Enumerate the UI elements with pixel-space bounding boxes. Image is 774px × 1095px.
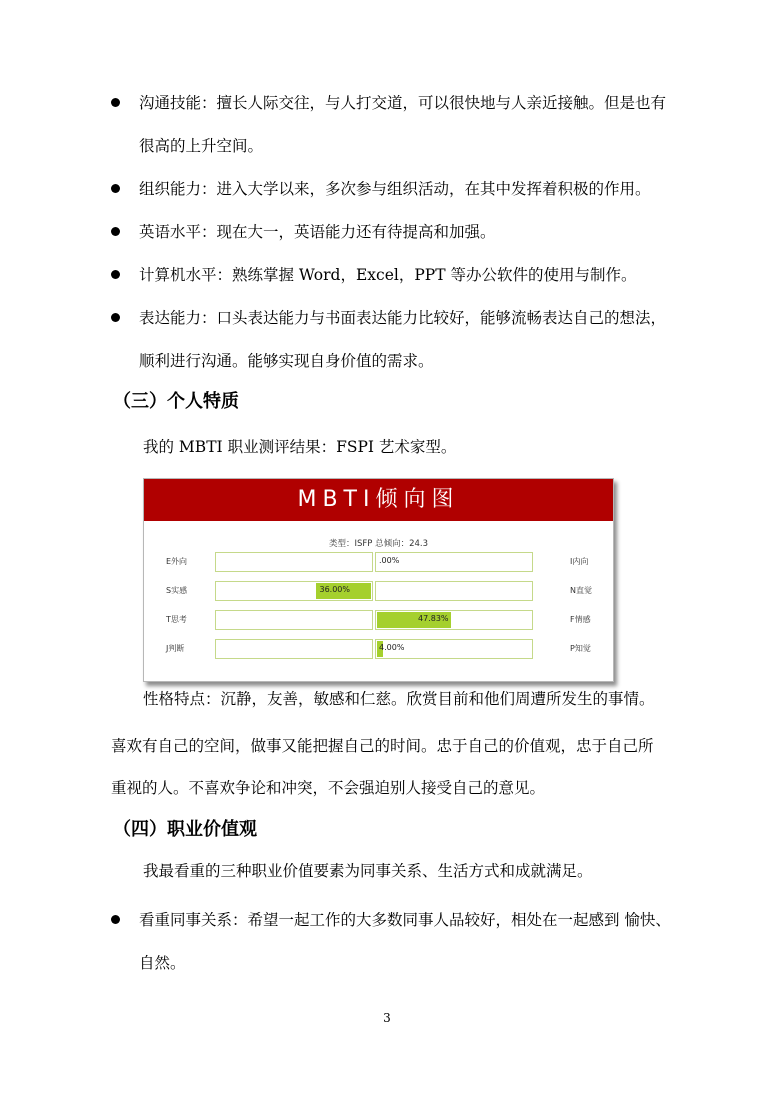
- mbti-row: [144, 639, 613, 659]
- mbti-right-track: [375, 552, 533, 572]
- mbti-chart: [143, 478, 614, 682]
- mbti-right-track: [375, 639, 533, 659]
- section-heading: （四）职业价值观: [113, 819, 257, 840]
- mbti-row: [144, 610, 613, 630]
- mbti-left-label: E外向: [166, 557, 188, 566]
- section-heading: （三）个人特质: [113, 391, 239, 412]
- mbti-right-label: N直觉: [570, 586, 592, 595]
- mbti-right-label: F情感: [570, 615, 591, 624]
- mbti-value-label: 47.83%: [418, 614, 449, 623]
- bullet-text: 自然。: [139, 954, 186, 972]
- bullet-dot: [111, 313, 120, 322]
- bullet-dot: [111, 915, 120, 924]
- mbti-right-track: [375, 610, 533, 630]
- bullet-text: 表达能力：口头表达能力与书面表达能力比较好，能够流畅表达自己的想法，: [139, 309, 667, 327]
- traits-text: 性格特点：沉静，友善，敏感和仁慈。欣赏目前和他们周遭所发生的事情。: [143, 690, 655, 708]
- mbti-right-label: P知觉: [570, 644, 591, 653]
- traits-text: 喜欢有自己的空间，做事又能把握自己的时间。忠于自己的价值观，忠于自己所: [111, 737, 654, 755]
- bullet-text: 英语水平：现在大一，英语能力还有待提高和加强。: [139, 223, 496, 241]
- mbti-row: [144, 552, 613, 572]
- values-intro-text: 我最看重的三种职业价值要素为同事关系、生活方式和成就满足。: [143, 862, 593, 880]
- bullet-text: 看重同事关系：希望一起工作的大多数同事人品较好，相处在一起感到 愉快、: [139, 911, 671, 929]
- mbti-left-track: [215, 581, 373, 601]
- bullet-text: 很高的上升空间。: [139, 137, 264, 155]
- bullet-dot: [111, 227, 120, 236]
- mbti-row: [144, 581, 613, 601]
- traits-text: 重视的人。不喜欢争论和冲突，不会强迫别人接受自己的意见。: [111, 779, 546, 797]
- mbti-left-label: J判断: [166, 644, 185, 653]
- mbti-left-track: [215, 610, 373, 630]
- mbti-value-label: 4.00%: [379, 643, 405, 652]
- mbti-left-label: T思考: [166, 615, 187, 624]
- bullet-text: 组织能力：进入大学以来，多次参与组织活动，在其中发挥着积极的作用。: [139, 180, 651, 198]
- bullet-dot: [111, 98, 120, 107]
- bullet-text: 沟通技能：擅长人际交往，与人打交道，可以很快地与人亲近接触。但是也有: [139, 94, 667, 112]
- bullet-dot: [111, 270, 120, 279]
- mbti-value-label: .00%: [379, 556, 400, 565]
- mbti-value-label: 36.00%: [319, 585, 350, 594]
- mbti-right-track: [375, 581, 533, 601]
- bullet-text: 顺利进行沟通。能够实现自身价值的需求。: [139, 352, 434, 370]
- mbti-left-track: [215, 639, 373, 659]
- mbti-left-label: S实感: [166, 586, 188, 595]
- mbti-intro-text: 我的 MBTI 职业测评结果：FSPI 艺术家型。: [143, 438, 457, 456]
- bullet-text: 计算机水平：熟练掌握 Word，Excel，PPT 等办公软件的使用与制作。: [139, 266, 637, 284]
- page-number: 3: [383, 1011, 391, 1025]
- bullet-dot: [111, 184, 120, 193]
- mbti-type-line: 类型：ISFP 总倾向：24.3: [328, 539, 429, 549]
- mbti-left-track: [215, 552, 373, 572]
- mbti-right-label: I内向: [570, 557, 589, 566]
- mbti-chart-title: MBTI倾向图: [144, 479, 613, 521]
